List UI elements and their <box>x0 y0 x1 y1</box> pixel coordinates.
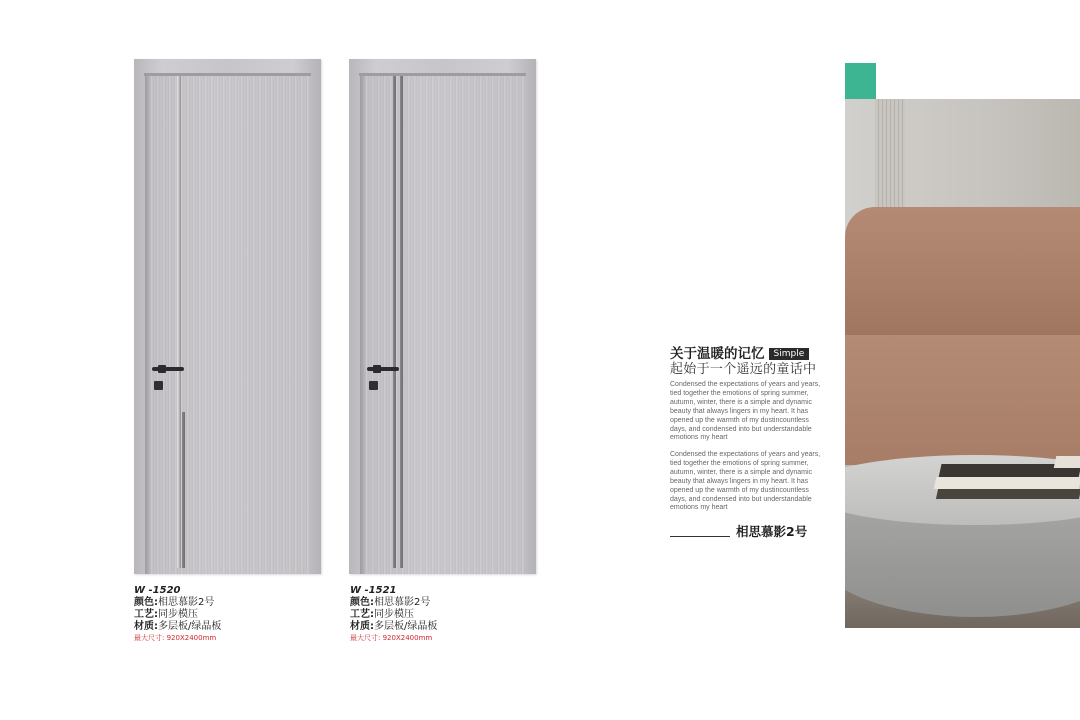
color-label: 颜色: <box>134 597 158 608</box>
feature-paragraph-1: Condensed the expectations of years and years, tied together the emotions of spring summer, autumn, winter, there is a simple and dynamic beauty that always lingers in my heart. It has opened up the warmth of my dustincountless days, and condensed into but understandable emotions my heart <box>670 381 821 442</box>
photo-sofa-seat <box>845 335 1080 465</box>
craft-label: 工艺: <box>134 609 158 620</box>
size-label: 最大尺寸: <box>134 634 165 642</box>
color-row <box>134 597 221 609</box>
door-leaf <box>145 76 310 574</box>
size-label: 最大尺寸: <box>350 634 381 642</box>
door-caption-w1521 <box>350 585 437 643</box>
door-metal-strip <box>177 76 181 568</box>
model-code: W -1520 <box>134 585 181 596</box>
door-groove-1 <box>393 76 396 568</box>
material-label: 材质: <box>350 621 374 632</box>
simple-badge: Simple <box>769 348 810 360</box>
door-handle <box>152 367 184 371</box>
size-value: 920X2400mm <box>382 634 433 642</box>
door-groove-2 <box>400 76 403 568</box>
door-handle-rose <box>158 365 166 373</box>
door-w1520-image <box>134 59 321 574</box>
door-lock <box>154 381 163 390</box>
size-row <box>134 633 221 643</box>
door-stile <box>145 76 151 574</box>
door-handle <box>367 367 399 371</box>
door-stile <box>360 76 366 574</box>
door-leaf <box>360 76 525 574</box>
material-label: 材质: <box>134 621 158 632</box>
material-value: 多层板/绿晶板 <box>374 621 438 632</box>
door-w1521-image <box>349 59 536 574</box>
craft-value: 同步模压 <box>374 609 414 620</box>
size-row <box>350 633 437 643</box>
photo-sofa-back <box>845 207 1080 347</box>
material-row <box>350 621 437 633</box>
model-code: W -1521 <box>350 585 397 596</box>
photo-book <box>936 489 1080 499</box>
craft-value: 同步模压 <box>158 609 198 620</box>
craft-label: 工艺: <box>350 609 374 620</box>
door-caption-w1520 <box>134 585 221 643</box>
door-handle-rose <box>373 365 381 373</box>
feature-subline: 起始于一个遥远的童话中 <box>670 362 817 377</box>
color-value: 相思慕影2号 <box>374 597 431 608</box>
size-value: 920X2400mm <box>166 634 217 642</box>
door-lock <box>369 381 378 390</box>
craft-row <box>134 609 221 621</box>
color-label: 颜色: <box>350 597 374 608</box>
signature-rule <box>670 536 730 537</box>
feature-paragraph-2: Condensed the expectations of years and years, tied together the emotions of spring summer, autumn, winter, there is a simple and dynamic beauty that always lingers in my heart. It has opened up the warmth of my dustincountless days, and condensed into but understandable emotions my heart <box>670 451 821 512</box>
color-row <box>350 597 437 609</box>
headline-text: 关于温暖的记忆 <box>670 346 765 362</box>
material-row <box>134 621 221 633</box>
door-dark-strip <box>182 412 185 568</box>
craft-row <box>350 609 437 621</box>
feature-signature: 相思慕影2号 <box>736 524 808 539</box>
photo-book <box>934 477 1080 489</box>
color-value: 相思慕影2号 <box>158 597 215 608</box>
material-value: 多层板/绿晶板 <box>158 621 222 632</box>
photo-book <box>1054 456 1080 468</box>
interior-photo <box>845 99 1080 628</box>
